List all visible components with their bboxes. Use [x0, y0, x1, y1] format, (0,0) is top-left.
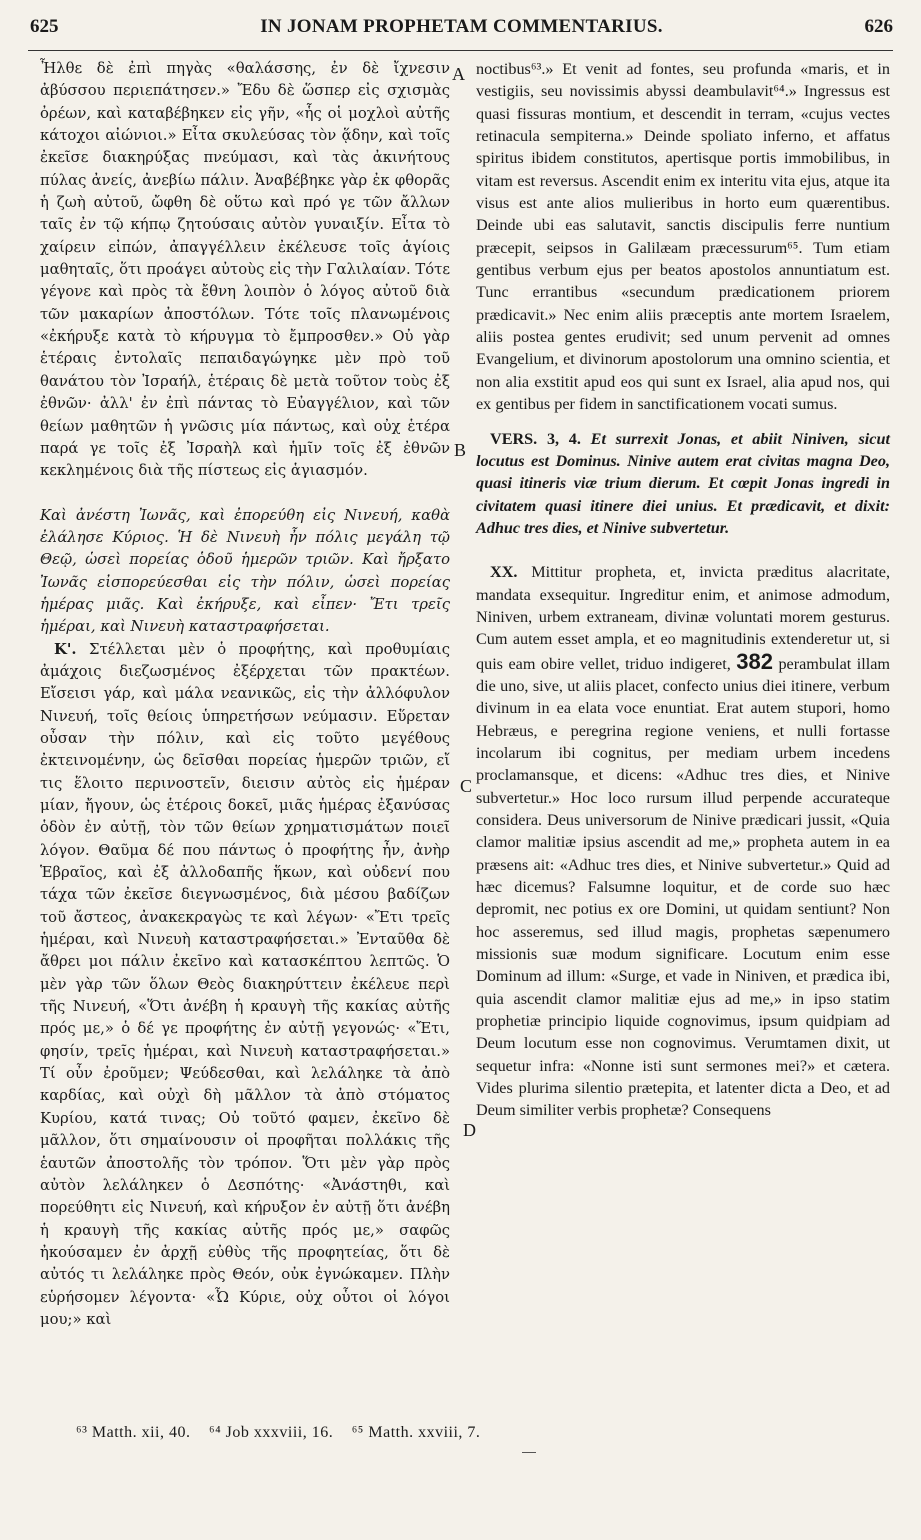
margin-marker-d: D [463, 1120, 476, 1140]
footnotes [76, 1424, 861, 1442]
greek-section-number: Κ'. [54, 640, 77, 658]
footnote-64: ⁶⁴ Job xxxviii, 16. [208, 1424, 334, 1441]
greek-column [40, 58, 450, 1331]
latin-column [476, 58, 890, 1122]
running-header [30, 14, 893, 48]
margin-marker-c: C [460, 776, 473, 796]
latin-paragraph-2a: Mittitur propheta, et, invicta præditus alacritate, mandata exsequitur. Ingreditur enim, et animose admodum, Niniven, urbem extraneam, divinæ voluntati morem gesturus. Cum autem esset ampla, et eo magnitudinis extenderetur ut, si quis eam obire vellet, triduo indigeret, [476, 563, 891, 673]
footnote-63: ⁶³ Matth. xii, 40. [76, 1424, 191, 1441]
margin-marker-b: B [454, 440, 467, 460]
running-title: IN JONAM PROPHETAM COMMENTARIUS. [260, 16, 663, 37]
greek-paragraph-2-text: Στέλλεται μὲν ὁ προφήτης, καὶ προθυμίαις ἀμάχοις διεζωσμένος ἐξέρχεται τῶν πρακτέων. Εἴσεισι γάρ, καὶ μάλα νεανικῶς, εἰς τὴν ἀλλόφυλον Νινευή, τοῖς θείοις ὑπηρετήσων νεύμασιν. Εὕρεταν οὖσαν τὴν πόλιν, καὶ εἰς τοῦτο μεγέθους ἐκτεινομένην, ὡς δεῖσθαι πορείας ἡμερῶν τριῶν, εἴ τις ἕλοιτο περινοστεῖν, διεισιν αὐτὸς εἰς ἡμέραν μίαν, ἤγουν, ὡς ἑτέροις δοκεῖ, μιᾶς ἡμέρας ἐξανύσας ὁδὸν ἐν αὐτῇ, τὸν τῶν θείων χρηματισμάτων ποιεῖ λόγον. Θαῦμα δέ που πάντως ὁ προφήτης ἦν, ἀνὴρ Ἑβραῖος, καὶ ἐξ ἀλλοδαπῆς ἥκων, καὶ οὐδενί που τάχα τῶν ἐκεῖσε διεγνωσμένος, διὰ μέσου βαδίζων τοῦ ἄστεος, ἀνακεκραγὼς τε καὶ λέγων· «Ἔτι τρεῖς ἡμέραι, καὶ Νινευὴ καταστραφήσεται.» Ἐνταῦθα δὲ ἄθρει μοι πάλιν ἐκεῖνο καὶ κατασκέπτου λεπτῶς. Ὁ μὲν γὰρ τῶν ὅλων Θεὸς διακηρύττειν ἐκέλευε περὶ τῆς Νινευή, «Ὅτι ἀνέβη ἡ κραυγὴ τῆς κακίας αὐτῆς πρός με,» ὁ δέ γε προφήτης ἐν αὐτῇ γεγονώς· «Ἔτι, φησίν, τρεῖς ἡμέραι, καὶ Νινευὴ καταστραφήσεται.» Τί οὖν ἐροῦμεν; Ψεύδεσθαι, καὶ λελάληκε τὰ ἀπὸ καρδίας, καὶ οὐχὶ δὴ μᾶλλον τὰ ἀπὸ στόματος Κυρίου, κατά τινας; Οὐ τοῦτό φαμεν, ἐκεῖνο δὲ μᾶλλον, ὅτι σημαίνουσιν οἱ προφῆται πολλάκις τῆς ἑαυτῶν ἀποστολῆς τὸν τρόπον. Ὅτι μὲν γὰρ πρὸς αὐτὸν λελάληκεν ὁ Δεσπότης· «Ἀνάστηθι, καὶ πορεύθητι εἰς Νινευή, καὶ κήρυξον ἐν αὐτῇ ὅτι ἀνέβη ἡ κραυγὴ τῆς κακίας αὐτῆς πρός με,» σαφῶς ἠκούσαμεν ἐν ἀρχῇ εὐθὺς τῆς προφητείας, ὅτι δὲ αὐτός τι λελάληκε πρὸς Θεόν, οὐκ ἐγνώκαμεν. Πλὴν εὑρήσομεν λέγοντα· «Ὦ Κύριε, οὐχ οὗτοι οἱ λόγοι μου;» καὶ [40, 640, 450, 1328]
latin-paragraph-1: noctibus⁶³.» Et venit ad fontes, seu profunda «maris, et in vestigiis, seu novissimis abyssi deambulavit⁶⁴.» Ingressus est quasi fissuras montium, et descendit in terram, «cujus vectes retinacula sempiterna.» Deinde spoliato inferno, et affatus spiritus ibidem constitutos, apertisque portis immobilibus, in vitam est reversus. Ascendit enim ex interitu vita ejus, atque ita visus est ante alios mulieribus in horto eum quærentibus. Deinde ubi eas salutavit, sanctis discipulis ferre nuntium præcepit, seipsos in Galilæam præcessurum⁶⁵. Tum etiam gentibus verbum ejus per beatos apostolos annuntiatum est. Tunc errantibus «secundum prædicationem priorem prædicavit.» Nec enim aliis præceptis ante mortem Israelem, aliis postea gentes erudivit; sed unum pervenit ad omnes Evangelium, et divinorum apostolorum una omnino scientia, et non alia exstitit apud eos qui sunt ex Israel, alia apud nos, qui ex gentibus per fidem in sanctificationem vocati sumus. [476, 60, 890, 414]
latin-section-number: XX. [490, 563, 518, 582]
patrologia-column-ref: 382 [736, 648, 773, 674]
latin-paragraph-2 [476, 561, 890, 1122]
header-rule [28, 50, 893, 51]
greek-paragraph-1: Ἦλθε δὲ ἐπὶ πηγὰς «θαλάσσης, ἐν δὲ ἴχνεσιν ἀβύσσου περιεπάτησεν.» Ἔδυ δὲ ὥσπερ εἰς σχισμὰς ὀρέων, καὶ καταβέβηκεν εἰς γῆν, «ἧς οἱ μοχλοὶ αὐτῆς κάτοχοι αἰώνιοι.» Εἶτα σκυλεύσας τὸν ᾅδην, καὶ τοῖς ἐκεῖσε διακηρύξας πνεύμασι, καὶ τὰς ἀκινήτους πύλας ἀνείς, ἀνεβίω πάλιν. Ἀναβέβηκε γὰρ ἐκ φθορᾶς ἡ ζωὴ αὐτοῦ, ὤφθη δὲ οὕτω καὶ πρό γε τῶν ἄλλων ταῖς ἐν τῷ κήπῳ ζητούσαις αὐτὸν γυναιξίν. Εἶτα τὸ χαίρειν εἰπών, ἀπαγγέλλειν ἐκέλευσε τοῖς ἁγίοις μαθηταῖς, ὅτι προάγει αὐτοὺς εἰς τὴν Γαλιλαίαν. Τότε γέγονε καὶ πρὸς τὰ ἔθνη λοιπὸν ὁ λόγος αὐτοῦ διὰ τῶν μακαρίων ἀποστόλων. Τότε τοῖς πλανωμένοις «ἐκήρυξε κατὰ τὸ κήρυγμα τὸ ἔμπροσθεν.» Οὐ γὰρ ἑτέραις ἐντολαῖς πεπαιδαγώγηκε μὲν πρὸ τοῦ θανάτου τὸν Ἰσραήλ, ἑτέραις δὲ μετὰ τοῦτον τοὺς ἐξ ἐθνῶν· ἀλλ' ἐν ἐπὶ πάντας τὸ Εὐαγγέλιον, καὶ τῶν θείων μαθητῶν ἡ γνῶσις μία πάντως, καὶ οὐχ ἑτέρα παρά γε τοῖς ἐξ Ἰσραὴλ καὶ ἡμῖν τοῖς ἐξ ἐθνῶν κεκλημένοις διὰ τῆς πίστεως εἰς ἁγιασμόν. [40, 60, 450, 480]
verse-label: VERS. 3, 4. [490, 429, 581, 448]
footnote-65: ⁶⁵ Matth. xxviii, 7. [351, 1424, 481, 1441]
page-number-right: 626 [864, 16, 893, 37]
latin-lemma-block [476, 428, 890, 540]
margin-marker-a: A [452, 64, 465, 84]
greek-paragraph-2 [40, 639, 450, 1332]
latin-lemma: Et surrexit Jonas, et abiit Niniven, sicut locutus est Dominus. Ninive autem erat civitas magna Deo, quasi itineris viæ trium dierum. Et cœpit Jonas ingredi in civitatem quasi itinere diei unius. Et prædicavit, et dixit: Adhuc tres dies, et Ninive subvertetur. [476, 429, 890, 537]
footer-tick [522, 1452, 536, 1453]
latin-paragraph-2b: perambulat illam die uno, sive, ut aliis placet, confecto unius diei itinere, verbum divinum in ea elata voce enuntiat. Erat autem stupori, homo Hebræus, e peregrina regione veniens, et nulli fortasse incolarum ibi cognitus, per mediam urbem incedens proclamansque, et dicens: «Adhuc tres dies, et Ninive subvertetur.» Hoc loco rursum illud perpende accurateque considera. Deus universorum de Ninive prædicari jussit, «Quia clamor malitiæ ipsius ascendit ad me,» propheta autem in ea præsens ait: «Adhuc tres dies, et Ninive subvertetur.» Quid ad hæc dicemus? Falsumne loquitur, et de corde suo hæc depromit, nec potius ex ore Domini, ut quidam sentiunt? Non hoc asseremus, sed illud magis, prophetas sæpenumero missionis suæ modum significare. Locutum enim esse Dominum ad illum: «Surge, et vade in Niniven, et prædica ibi, quia ascendit clamor malitiæ ejus ad me,» in ipso statim prophetiæ principio liquide cognovimus, ipsum quidpiam ad Deum locutum esse non cognovimus. Verumtamen dixit, ut sequetur infra: «Nonne isti sunt sermones mei?» et cætera. Vides plurima silentio prætерita, et latenter dicta a Deo, et ad Deum similiter verbis prophetæ? Consequens [476, 654, 890, 1120]
page-number-left: 625 [30, 16, 59, 37]
greek-lemma: Καὶ ἀνέστη Ἰωνᾶς, καὶ ἐπορεύθη εἰς Νινευή, καθὰ ἐλάλησε Κύριος. Ἡ δὲ Νινευὴ ἦν πόλις μεγάλη τῷ Θεῷ, ὡσεὶ πορείας ὁδοῦ ἡμερῶν τριῶν. Καὶ ἤρξατο Ἰωνᾶς εἰσπορεύεσθαι εἰς τὴν πόλιν, ὡσεὶ πορείας ἡμέρας μιᾶς. Καὶ ἐκήρυξε, καὶ εἶπεν· Ἔτι τρεῖς ἡμέραι, καὶ Νινευὴ καταστραφήσεται. [40, 506, 450, 636]
